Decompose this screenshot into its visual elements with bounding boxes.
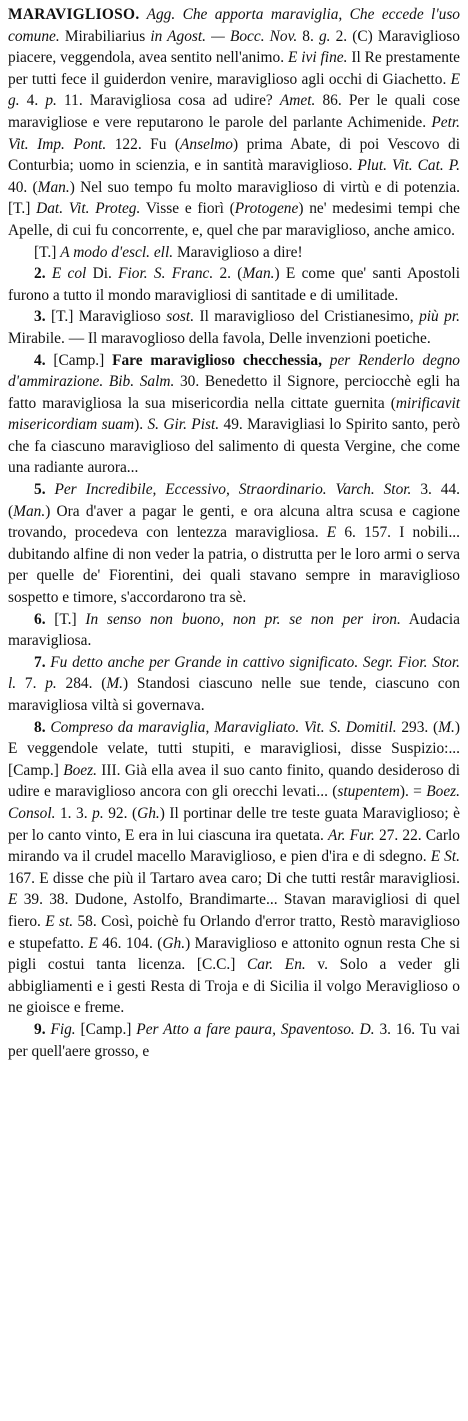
italic-text: E g. bbox=[8, 70, 460, 110]
italic-text: Per Atto a fare paura, Spaventoso. D. bbox=[136, 1020, 375, 1038]
body-text: ) Standosi ciascuno nelle sue tende, ciascuno con maravigliosa viltà si governava. bbox=[8, 675, 460, 714]
body-text: 293. ( bbox=[396, 718, 439, 736]
body-text: ) ne' medesimi tempi che Apelle, di cui fu concorrente, e, quel che par maraviglioso, anche amico. bbox=[8, 200, 460, 239]
italic-text: sost. bbox=[166, 308, 195, 326]
entry-sense-7 bbox=[8, 652, 460, 717]
bold-text: 8. bbox=[34, 718, 46, 736]
body-text: 284. ( bbox=[56, 675, 107, 693]
dictionary-entry-maraviglioso bbox=[8, 4, 460, 1062]
body-text: 58. Così, poichè fu Orlando d'error tratto, Restò maraviglioso e stupefatto. bbox=[8, 912, 460, 952]
body-text: 1. 3. bbox=[55, 804, 93, 822]
italic-text: Amet. bbox=[279, 92, 316, 110]
bold-text: 9. bbox=[34, 1020, 46, 1038]
italic-text: Compreso da maraviglia, Maravigliato. Vit. S. Domitil. bbox=[50, 718, 397, 736]
body-text: Audacia maravigliosa. bbox=[8, 610, 460, 650]
body-text: Mirabile. — Il maravoglioso della favola, Delle invenzioni poetiche. bbox=[8, 329, 431, 347]
entry-sense-5 bbox=[8, 479, 460, 609]
italic-text: Ar. Fur. bbox=[327, 826, 375, 844]
body-text: 167. E disse che più il Tartaro avea caro; Di che tutti restâr maravigliosi. bbox=[8, 869, 460, 887]
italic-text: Boez. Consol. bbox=[8, 783, 460, 822]
bold-text: 3. bbox=[34, 308, 46, 326]
italic-text: p. bbox=[45, 92, 57, 110]
italic-text: Per Incredibile, Eccessivo, Straordinario. Varch. Stor. bbox=[54, 481, 412, 499]
body-text: 49. Maravigliasi lo Spirito santo, però che fa ciascuno maraviglioso del salimento di questa Vergine, che come una radiante aurora... bbox=[8, 416, 461, 477]
body-text: Mirabiliarius bbox=[59, 27, 151, 45]
body-text: 46. 104. ( bbox=[97, 934, 163, 952]
body-text: 40. ( bbox=[8, 178, 38, 196]
italic-text: Fior. S. Franc. bbox=[118, 265, 214, 283]
italic-text: M. bbox=[106, 675, 124, 693]
italic-text: E st. bbox=[45, 912, 74, 930]
body-text: v. Solo a veder gli abbigliamenti e i gesti Resta di Troja e di Sicilia il volgo Meraviglioso o ne gioisce e freme. bbox=[8, 956, 461, 1017]
entry-sense-2 bbox=[8, 263, 460, 306]
body-text: Di. bbox=[86, 265, 119, 283]
body-text: ). = bbox=[399, 783, 427, 801]
italic-text: p. bbox=[45, 675, 57, 693]
italic-text: Plut. Vit. Cat. P. bbox=[357, 157, 460, 175]
bold-text: 4. bbox=[34, 351, 46, 369]
entry-definition-main bbox=[8, 4, 460, 242]
body-text: [T.] Maraviglioso bbox=[45, 308, 167, 326]
italic-text: Fu detto anche per Grande in cattivo significato. Segr. Fior. Stor. l. bbox=[8, 653, 460, 693]
italic-text: g. bbox=[318, 27, 331, 45]
italic-text: Man. bbox=[37, 178, 70, 196]
body-text: ) E veggendole velate, tutti stupiti, e maravigliosi, disse Suspizio:... [Camp.] bbox=[8, 718, 460, 779]
body-text: Visse e fiorì ( bbox=[140, 200, 235, 218]
italic-text: Man. bbox=[13, 502, 46, 520]
italic-text: Gh. bbox=[162, 934, 186, 952]
body-text: Maraviglioso a dire! bbox=[173, 243, 303, 261]
italic-text: A modo d'escl. ell. bbox=[60, 243, 174, 261]
body-text: ). bbox=[134, 416, 148, 434]
italic-text: Car. En. bbox=[247, 956, 306, 974]
body-text: Il maraviglioso del Cristianesimo, bbox=[194, 308, 420, 326]
italic-text: Anselmo bbox=[179, 135, 233, 153]
italic-text: Man. bbox=[242, 265, 275, 283]
italic-text: Petr. Vit. Imp. Pont. bbox=[8, 113, 460, 153]
entry-sense-1 bbox=[8, 242, 460, 264]
entry-sense-6 bbox=[8, 609, 460, 652]
body-text bbox=[322, 352, 330, 369]
italic-text: per Renderlo degno d'ammirazione. Bib. Salm. bbox=[8, 351, 460, 391]
body-text: 2. (C) Maraviglioso piacere, veggendola, avea sentito nell'animo. bbox=[8, 27, 460, 67]
body-text: 3. 44. ( bbox=[8, 481, 460, 520]
entry-sense-3 bbox=[8, 306, 460, 349]
body-text: 2. ( bbox=[213, 265, 243, 283]
body-text: ) Ora d'aver a pagar le genti, e ora alcuna altra scusa e cagione trovando, procedeva con lentezza maravigliosa. bbox=[8, 502, 460, 542]
body-text: [Camp.] bbox=[75, 1020, 137, 1038]
italic-text: stupentem bbox=[337, 783, 400, 801]
bold-text: Fare maraviglioso checchessia, bbox=[112, 351, 322, 369]
body-text: 3. 16. Tu vai per quell'aere grosso, e bbox=[8, 1020, 460, 1060]
body-text: 11. Maravigliosa cosa ad udire? bbox=[56, 92, 280, 110]
body-text: Il Re prestamente per tutti fece il guiderdon venire, maraviglioso agli occhi di Giachetto. bbox=[8, 49, 460, 88]
italic-text: Protogene bbox=[234, 200, 299, 218]
italic-text: S. Gir. Pist. bbox=[147, 416, 220, 434]
body-text: 92. ( bbox=[103, 804, 138, 822]
italic-text: E bbox=[326, 524, 337, 542]
body-text: 86. Per le quali cose maravigliose e vere reputarono le parole del parlante Achimenide. bbox=[8, 92, 460, 131]
body-text: 7. bbox=[16, 675, 46, 693]
body-text: 4. bbox=[19, 92, 46, 110]
italic-text: in Agost. — Bocc. Nov. bbox=[150, 27, 298, 45]
italic-text: Gh. bbox=[137, 804, 160, 822]
entry-sense-4 bbox=[8, 350, 460, 480]
body-text: 122. Fu ( bbox=[106, 135, 180, 153]
italic-text: E St. bbox=[430, 848, 461, 866]
body-text: ) Maraviglioso e attonito ognun resta Che si pigli costui tanta licenza. [C.C.] bbox=[8, 934, 460, 974]
body-text: 30. Benedetto il Signore, perciocchè egli ha fatto maravigliosa la sua misericordia nella cittate guernita ( bbox=[8, 373, 460, 412]
bold-text: 7. bbox=[34, 653, 46, 671]
italic-text: E bbox=[8, 891, 18, 909]
italic-text: E col bbox=[51, 265, 87, 283]
entry-headword: MARAVIGLIOSO. bbox=[8, 6, 140, 23]
italic-text: più pr. bbox=[419, 308, 460, 326]
body-text: 8. bbox=[297, 27, 319, 45]
bold-text: 5. bbox=[34, 481, 46, 499]
bold-text: 6. bbox=[34, 610, 46, 628]
body-text: [T.] bbox=[45, 610, 86, 628]
bold-text: 2. bbox=[34, 265, 46, 283]
italic-text: mirificavit misericordiam suam bbox=[8, 394, 460, 434]
italic-text: p. bbox=[92, 804, 104, 822]
body-text: 6. 157. I nobili... dubitando alfine di non veder la patria, o distrutta per le loro armi o serva per quelle de' Fiorentini, dei quali stavano sempre in maraviglioso sospetto e timore, s'accordarono tra sè. bbox=[8, 524, 461, 607]
body-text: ) prima Abate, di poi Vescovo di Conturbia; uomo in scienzia, e in santità maraviglioso. bbox=[8, 135, 460, 175]
body-text: ) Il portinar delle tre teste guata Maraviglioso; è per lo canto vinto, E era in lui ciascuna ira quetata. bbox=[8, 804, 460, 844]
entry-sense-9 bbox=[8, 1019, 460, 1062]
body-text: ) E come que' santi Apostoli furono a tutto il mondo maravigliosi di santitade e di umilitade. bbox=[8, 265, 460, 304]
italic-text: E ivi fine. bbox=[287, 49, 348, 67]
italic-text: In senso non buono, non pr. se non per iron. bbox=[85, 610, 401, 628]
entry-sense-8 bbox=[8, 717, 460, 1019]
body-text: [T.] bbox=[34, 243, 61, 261]
italic-text: Boez. bbox=[63, 761, 97, 779]
body-text: ) Nel suo tempo fu molto maraviglioso di virtù e di potenzia. [T.] bbox=[8, 178, 460, 218]
italic-text: Fig. bbox=[50, 1020, 76, 1038]
body-text: 27. 22. Carlo mirando va il crudel macello Maraviglioso, e pien d'ira e di sdegno. bbox=[8, 826, 460, 866]
italic-text: Dat. Vit. Proteg. bbox=[36, 200, 141, 218]
italic-text: Agg. Che apporta maraviglia, Che eccede l'uso comune. bbox=[8, 6, 460, 45]
body-text: III. Già ella avea il suo canto finito, quando desideroso di udire e maraviglioso ancora con gli orecchi levati... ( bbox=[8, 761, 460, 801]
body-text: [Camp.] bbox=[45, 351, 113, 369]
body-text: 39. 38. Dudone, Astolfo, Brandimarte... Stavan maravigliosi di quel fiero. bbox=[8, 891, 460, 930]
italic-text: M. bbox=[438, 718, 455, 736]
italic-text: E bbox=[88, 934, 98, 952]
